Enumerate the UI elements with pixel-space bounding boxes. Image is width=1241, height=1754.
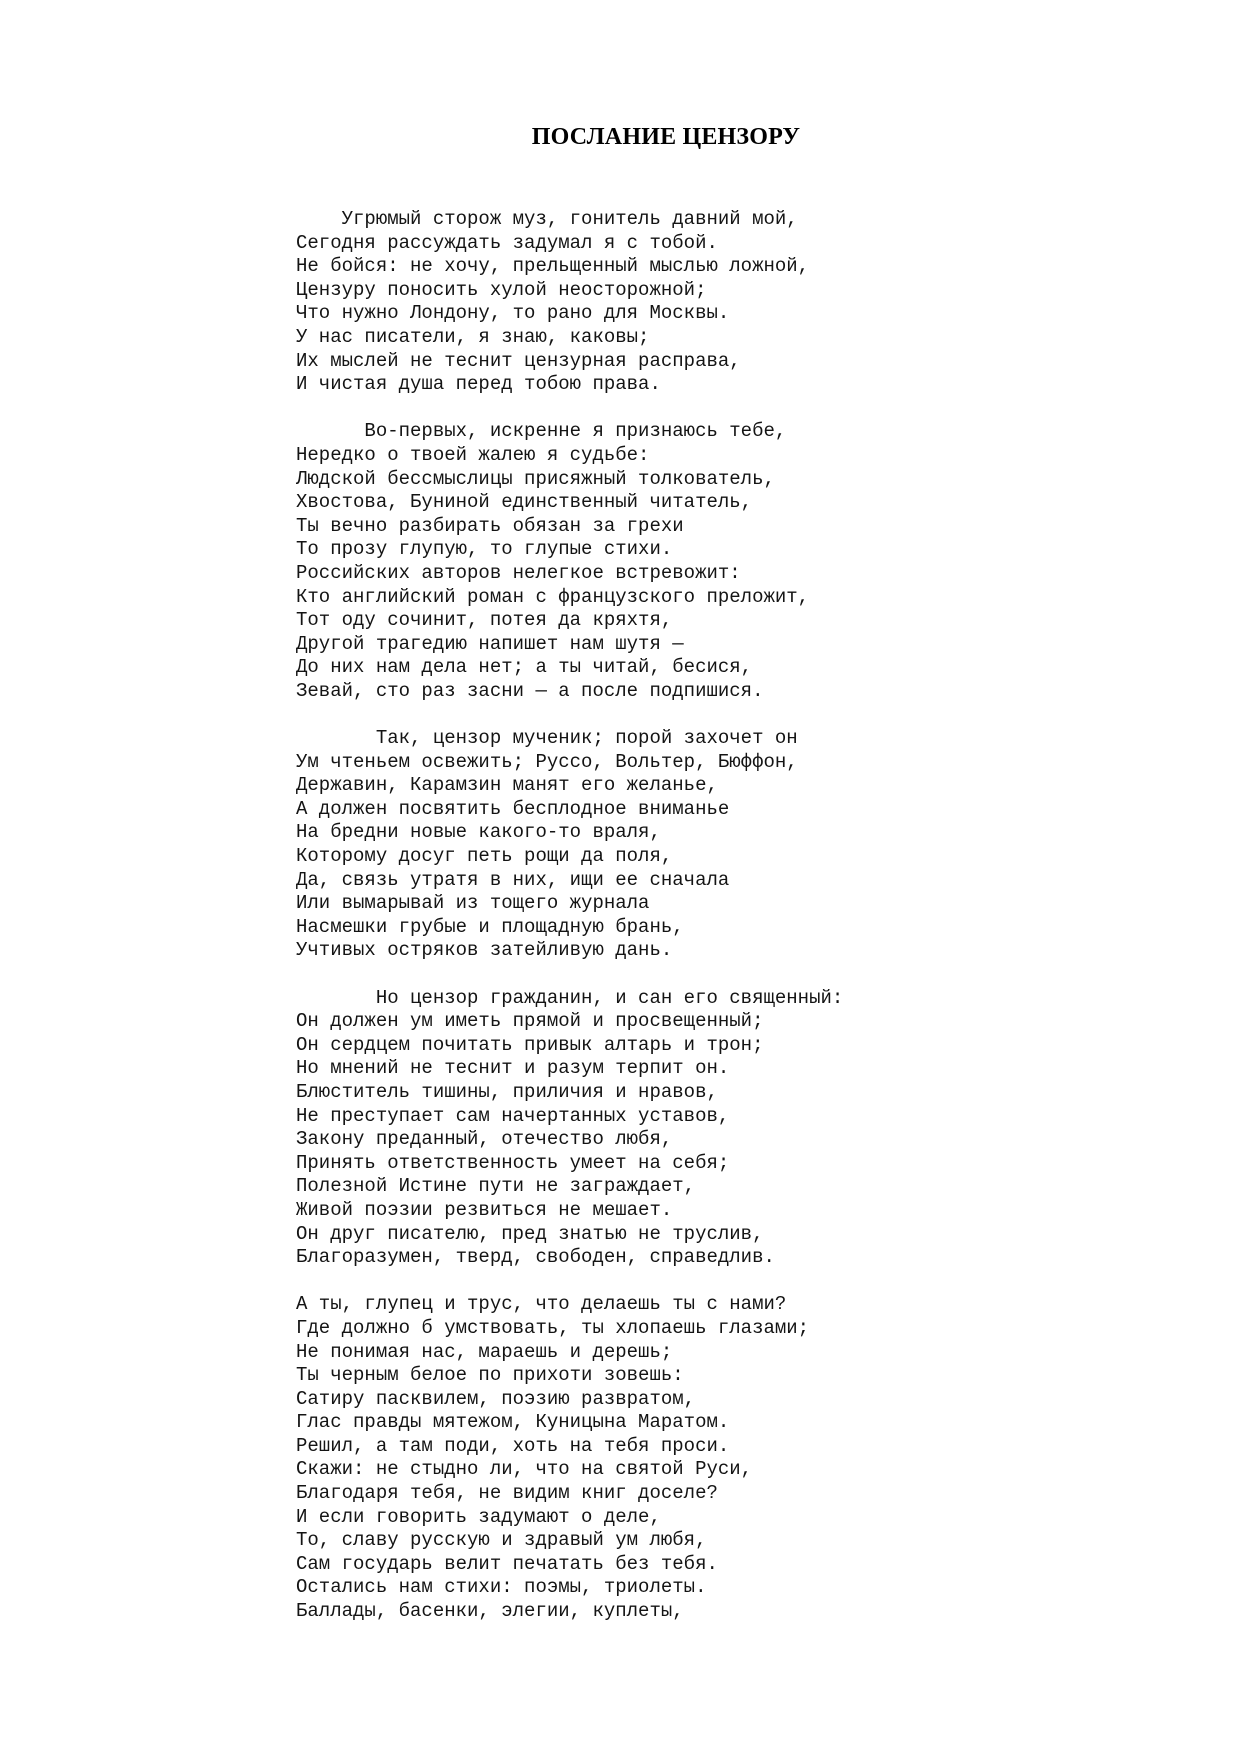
poem-line: Тот оду сочинит, потея да кряхтя, (296, 609, 673, 632)
poem-line: Сатиру пасквилем, поэзию развратом, (296, 1387, 696, 1410)
poem-line: До них нам дела нет; а ты читай, бесися, (296, 656, 753, 679)
poem-line: Глас правды мятежом, Куницына Маратом. (296, 1411, 730, 1434)
poem-line: Так, цензор мученик; порой захочет он (296, 727, 798, 750)
poem-line: Он друг писателю, пред знатью не труслив, (296, 1222, 764, 1245)
poem-line: Людской бессмыслицы присяжный толкователь, (296, 467, 775, 490)
poem-line: Решил, а там поди, хоть на тебя проси. (296, 1434, 730, 1457)
poem-line: То прозу глупую, то глупые стихи. (296, 538, 673, 561)
stanza (296, 727, 1196, 963)
poem-line: Живой поэзии резвиться не мешает. (296, 1198, 673, 1221)
poem-line: Не преступает сам начертанных уставов, (296, 1104, 730, 1127)
poem-line: У нас писатели, я знаю, каковы; (296, 325, 650, 348)
poem-line: Цензуру поносить хулой неосторожной; (296, 278, 707, 301)
poem-line: Другой трагедию напишет нам шутя — (296, 632, 684, 655)
poem-line: Во-первых, искренне я признаюсь тебе, (296, 420, 787, 443)
stanza (296, 208, 1196, 397)
poem-line: Угрюмый сторож муз, гонитель давний мой, (296, 208, 798, 230)
stanza (296, 1293, 1196, 1623)
poem-line: Ты вечно разбирать обязан за грехи (296, 514, 684, 537)
poem-line: Которому досуг петь рощи да поля, (296, 845, 673, 868)
poem-line: Он должен ум иметь прямой и просвещенный; (296, 1010, 764, 1033)
poem-line: Где должно б умствовать, ты хлопаешь глазами; (296, 1316, 810, 1339)
poem-line: Или вымарывай из тощего журнала (296, 892, 650, 915)
poem-line: Благодаря тебя, не видим книг доселе? (296, 1482, 718, 1505)
poem-line: Не понимая нас, мараешь и дерешь; (296, 1340, 673, 1363)
poem-line: То, славу русскую и здравый ум любя, (296, 1529, 707, 1552)
poem-line: На бредни новые какого-то враля, (296, 821, 661, 844)
poem-line: А должен посвятить бесплодное вниманье (296, 797, 730, 820)
poem-line: Кто английский роман с французского преложит, (296, 585, 810, 608)
poem-line: Принять ответственность умеет на себя; (296, 1151, 730, 1174)
poem-line: Ты черным белое по прихоти зовешь: (296, 1364, 684, 1387)
poem-line: Что нужно Лондону, то рано для Москвы. (296, 302, 730, 325)
poem-line: Он сердцем почитать привык алтарь и трон; (296, 1033, 764, 1056)
poem-line: И чистая душа перед тобою права. (296, 373, 661, 396)
poem-line: Сегодня рассуждать задумал я с тобой. (296, 231, 718, 254)
poem-line: Державин, Карамзин манят его желанье, (296, 774, 718, 797)
poem-title: ПОСЛАНИЕ ЦЕНЗОРУ (531, 124, 801, 150)
poem-line: Их мыслей не теснит цензурная расправа, (296, 349, 741, 372)
poem-line: Благоразумен, тверд, свободен, справедлив. (296, 1246, 775, 1269)
stanza (296, 987, 1196, 1270)
poem-line: Зевай, сто раз засни — а после подпишися. (296, 679, 764, 702)
poem-line: А ты, глупец и трус, что делаешь ты с нами? (296, 1293, 787, 1316)
poem-line: Остались нам стихи: поэмы, триолеты. (296, 1576, 707, 1599)
poem-line: Блюститель тишины, приличия и нравов, (296, 1080, 718, 1103)
poem-line: Закону преданный, отечество любя, (296, 1128, 673, 1151)
poem-body (296, 208, 1196, 1624)
poem-line: Нередко о твоей жалею я судьбе: (296, 443, 650, 466)
stanza (296, 420, 1196, 703)
poem-line: Не бойся: не хочу, прельщенный мыслью ложной, (296, 255, 810, 278)
poem-line: Учтивых остряков затейливую дань. (296, 939, 673, 962)
poem-line: Но мнений не теснит и разум терпит он. (296, 1057, 730, 1080)
poem-line: Баллады, басенки, элегии, куплеты, (296, 1600, 684, 1623)
poem-line: Ум чтеньем освежить; Руссо, Вольтер, Бюффон, (296, 750, 798, 773)
poem-line: Российских авторов нелегкое встревожит: (296, 561, 741, 584)
poem-line: Скажи: не стыдно ли, что на святой Руси, (296, 1458, 753, 1481)
poem-line: Сам государь велит печатать без тебя. (296, 1552, 718, 1575)
poem-line: Полезной Истине пути не заграждает, (296, 1175, 696, 1198)
poem-line: И если говорить задумают о деле, (296, 1505, 661, 1528)
poem-line: Да, связь утратя в них, ищи ее сначала (296, 868, 730, 891)
poem-line: Но цензор гражданин, и сан его священный: (296, 986, 844, 1009)
poem-line: Насмешки грубые и площадную брань, (296, 915, 684, 938)
poem-line: Хвостова, Буниной единственный читатель, (296, 491, 753, 514)
